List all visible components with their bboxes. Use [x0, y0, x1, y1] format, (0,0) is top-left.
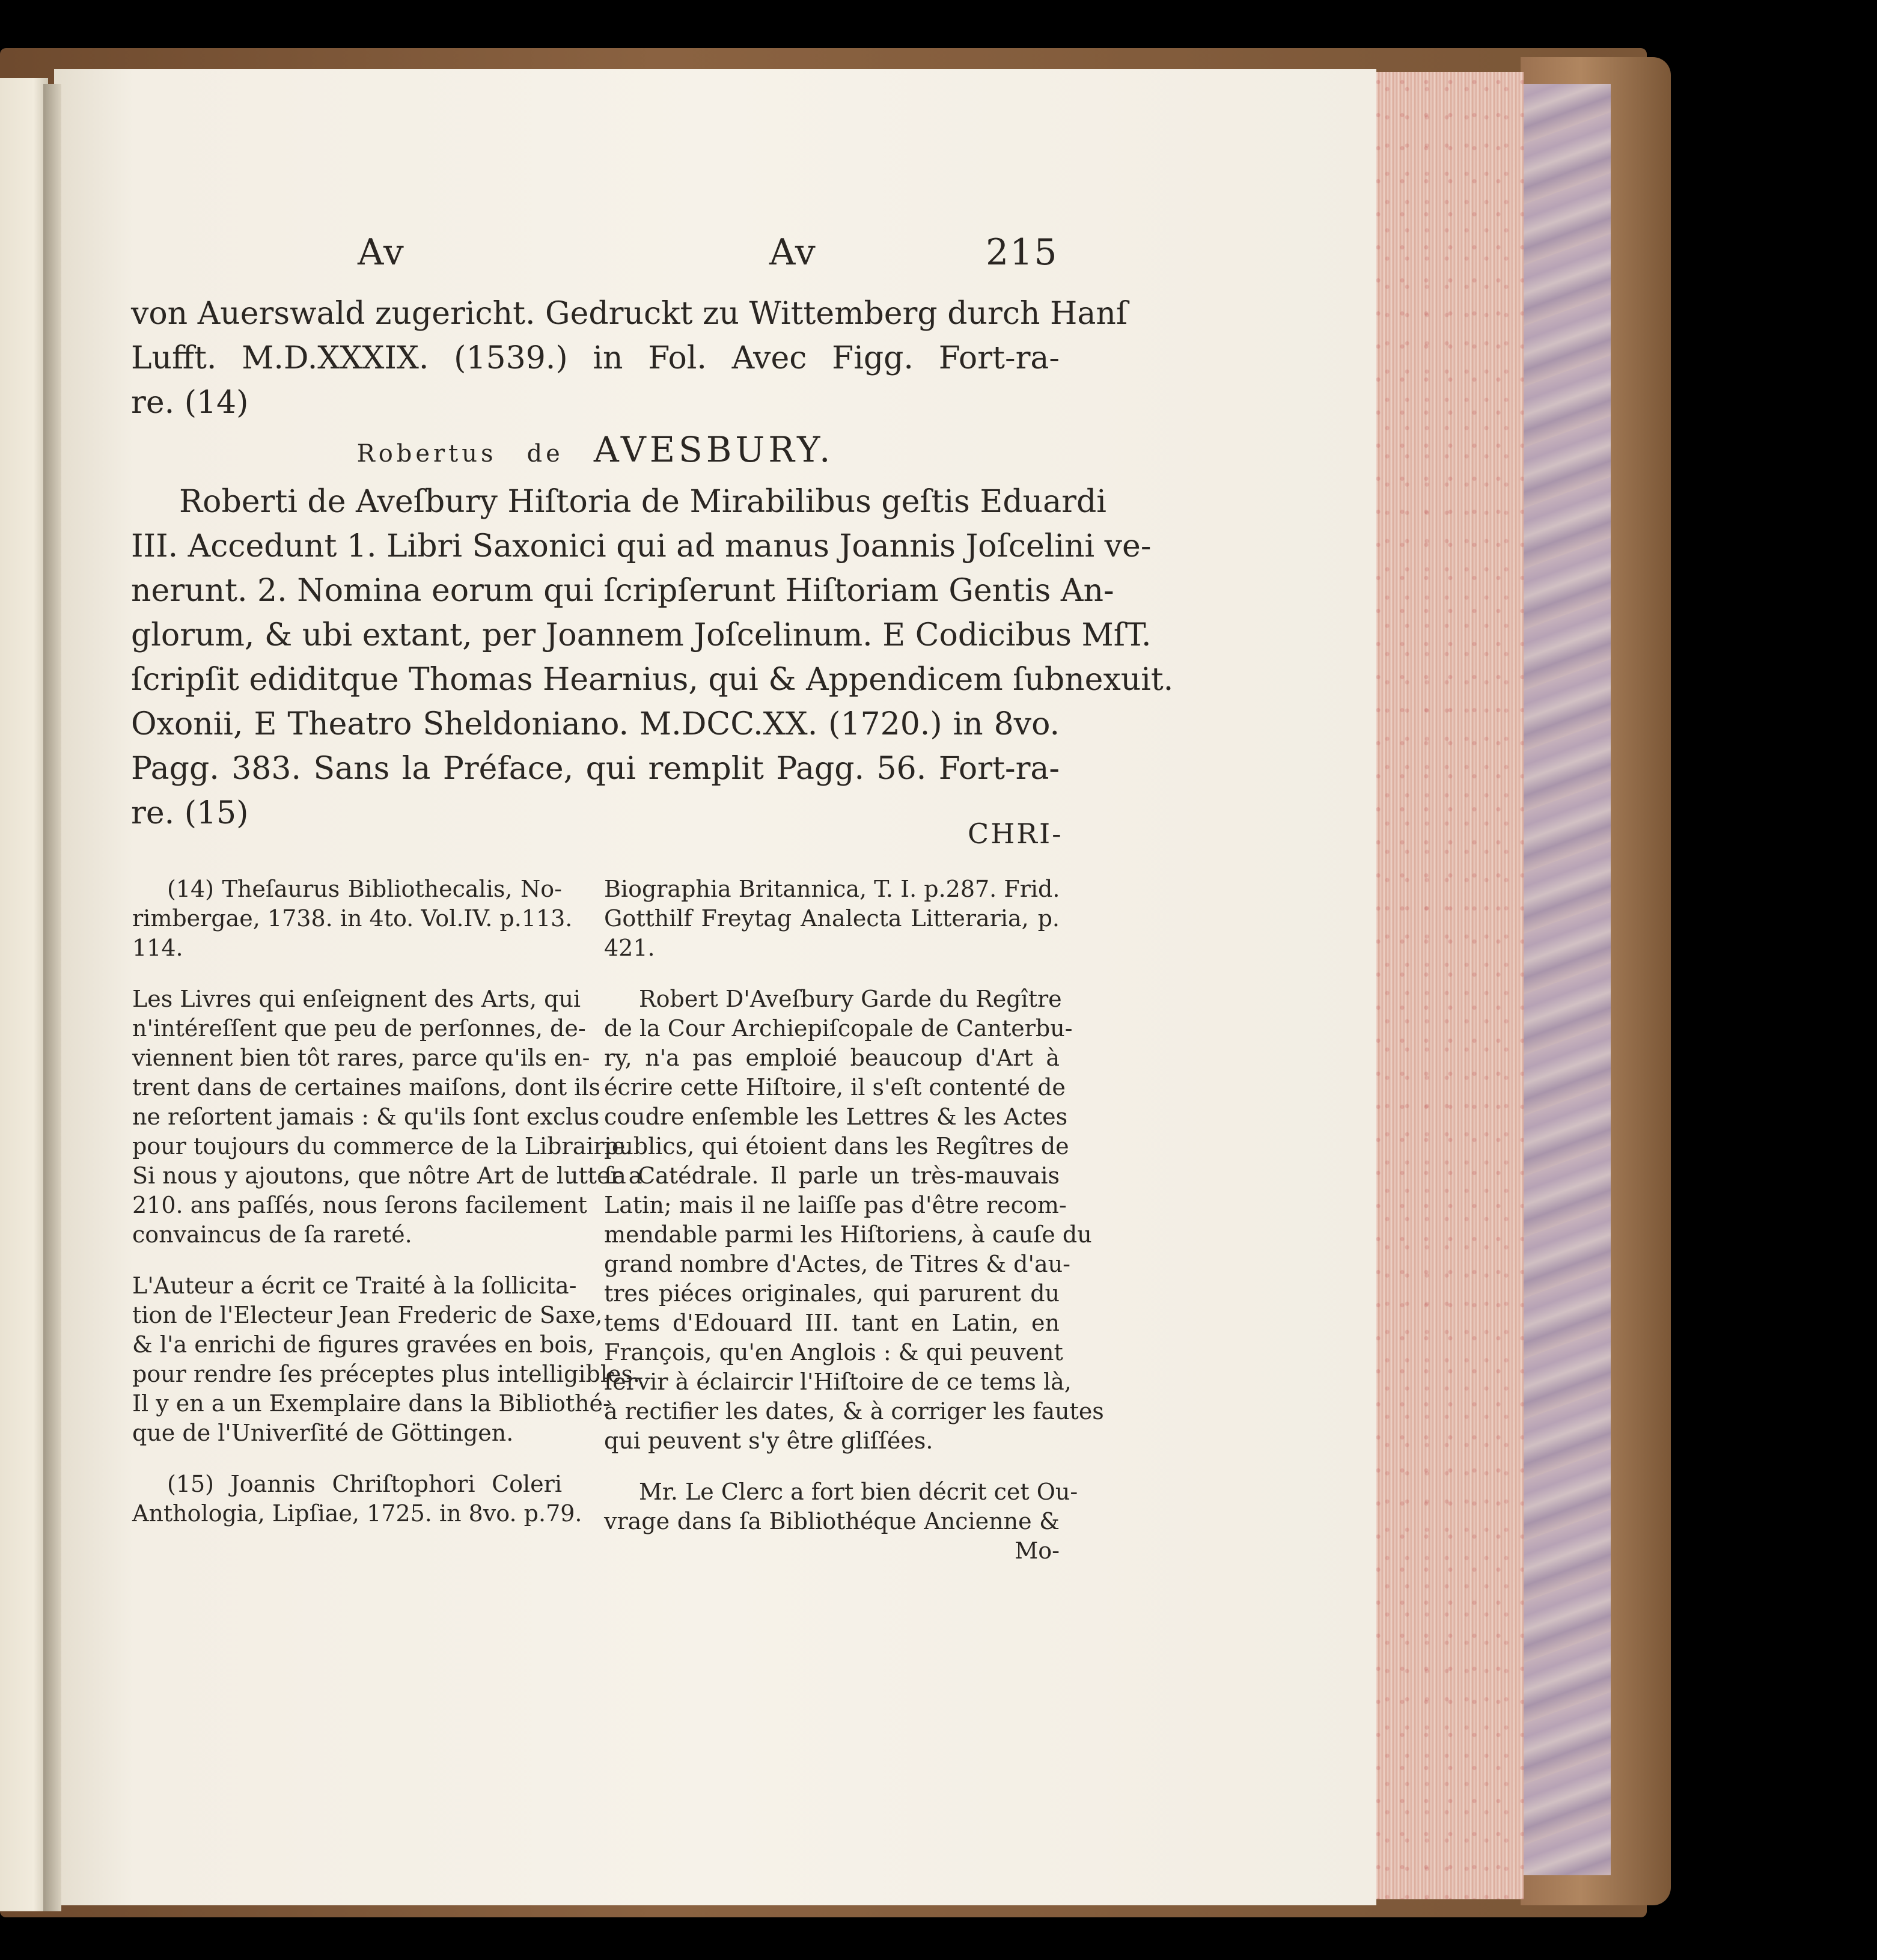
note-line: Si nous y ajoutons, que nôtre Art de lutter a — [132, 1162, 642, 1189]
heading-particle: de — [526, 440, 564, 468]
note-line: qui peuvent s'y être gliſſées. — [604, 1427, 933, 1454]
note-line: n'intéreſſent que peu de perſonnes, de- — [132, 1015, 586, 1042]
running-head-left: Av — [358, 231, 405, 273]
note-line: 421. — [604, 935, 655, 961]
note-line: tres piéces originales, qui parurent du — [604, 1280, 1060, 1307]
note-continuation — [604, 875, 1060, 963]
note-line: ſa Catédrale. Il parle un très-mauvais — [604, 1162, 1060, 1189]
note-line: rimbergae, 1738. in 4to. Vol.IV. p.113. — [132, 905, 573, 932]
marbled-endpaper — [1521, 84, 1611, 1875]
footnotes-right-column — [604, 875, 1104, 1587]
note-line: grand nombre d'Actes, de Titres & d'au- — [604, 1251, 1070, 1277]
note-paragraph — [604, 1477, 1078, 1566]
note-paragraph — [132, 985, 642, 1250]
note-line: L'Auteur a écrit ce Traité à la ſollicita- — [132, 1272, 577, 1299]
running-head-center: Av — [769, 231, 817, 273]
footnote-14 — [132, 875, 573, 963]
text-line: III. Accedunt 1. Libri Saxonici qui ad manus Joannis Joſcelini ve- — [131, 528, 1152, 564]
note-line: Anthologia, Lipſiae, 1725. in 8vo. p.79. — [132, 1500, 582, 1527]
page-number: 215 — [986, 231, 1058, 273]
note-line: Gotthilf Freytag Analecta Litteraria, p. — [604, 905, 1060, 932]
note-line: convaincus de ſa rareté. — [132, 1221, 412, 1248]
note-line: Il y en a un Exemplaire dans la Bibliothé- — [132, 1390, 611, 1417]
book-page — [54, 69, 1376, 1905]
note-line: 114. — [132, 935, 183, 961]
note-line: Mr. Le Clerc a fort bien décrit cet Ou- — [639, 1479, 1078, 1505]
catchword: CHRI- — [968, 817, 1063, 850]
text-line: nerunt. 2. Nomina eorum qui ſcripſerunt Hiſtoriam Gentis An- — [131, 573, 1114, 609]
note-line: Latin; mais il ne laiſſe pas d'être recom- — [604, 1192, 1067, 1218]
note-paragraph — [132, 1271, 641, 1448]
note-line: trent dans de certaines maiſons, dont ils — [132, 1074, 600, 1101]
note-paragraph — [604, 985, 1104, 1456]
text-line: re. (14) — [131, 385, 249, 421]
note-line: de la Cour Archiepiſcopale de Canterbu- — [604, 1015, 1073, 1042]
note-line: (15) Joannis Chriſtophori Coleri — [167, 1471, 562, 1497]
note-line: ry, n'a pas emploié beaucoup d'Art à — [604, 1045, 1060, 1071]
note-line: mendable parmi les Hiſtoriens, à cauſe du — [604, 1221, 1092, 1248]
note-line: publics, qui étoient dans les Regîtres de — [604, 1133, 1069, 1159]
note-line: tion de l'Electeur Jean Frederic de Saxe, — [132, 1302, 603, 1328]
text-line: Oxonii, E Theatro Sheldoniano. M.DCC.XX. (1720.) in 8vo. — [131, 706, 1060, 742]
text-line: glorum, & ubi extant, per Joannem Joſcelinum. E Codicibus MſT. — [131, 617, 1152, 653]
note-line: François, qu'en Anglois : & qui peuvent — [604, 1339, 1063, 1366]
book-gutter — [43, 84, 61, 1911]
text-line: Lufft. M.D.XXXIX. (1539.) in Fol. Avec Figg. Fort-ra- — [131, 340, 1060, 376]
heading-surname: AVESBURY. — [593, 429, 834, 470]
note-line: vrage dans ſa Bibliothéque Ancienne & — [604, 1508, 1060, 1534]
text-line: Pagg. 383. Sans la Préface, qui remplit Pagg. 56. Fort-ra- — [131, 751, 1060, 787]
note-line: tems d'Edouard III. tant en Latin, en — [604, 1310, 1060, 1336]
entry-heading — [131, 427, 1060, 476]
facing-page-sliver — [0, 78, 48, 1911]
note-line: viennent bien tôt rares, parce qu'ils en- — [132, 1045, 590, 1071]
note-line: Robert D'Aveſbury Garde du Regître — [639, 986, 1062, 1012]
note-line: Mo- — [1015, 1537, 1060, 1564]
note-line: Les Livres qui enſeignent des Arts, qui — [132, 986, 581, 1012]
sprinkled-page-edges — [1373, 72, 1524, 1899]
main-entry-text — [131, 292, 1174, 835]
note-line: ſervir à éclaircir l'Hiſtoire de ce tems là, — [604, 1369, 1072, 1395]
note-line: & l'a enrichi de figures gravées en bois, — [132, 1331, 594, 1358]
text-line: Roberti de Aveſbury Hiſtoria de Mirabilibus geſtis Eduardi — [179, 484, 1106, 520]
footnote-15 — [132, 1470, 582, 1528]
note-line: écrire cette Hiſtoire, il s'eſt contenté de — [604, 1074, 1066, 1101]
note-line: pour rendre ſes préceptes plus intelligibles. — [132, 1361, 641, 1387]
note-line: (14) Theſaurus Bibliothecalis, No- — [167, 876, 562, 902]
note-line: à rectifier les dates, & à corriger les fautes — [604, 1398, 1104, 1424]
text-line: ſcripſit ediditque Thomas Hearnius, qui & Appendicem ſubnexuit. — [131, 662, 1174, 698]
note-line: Biographia Britannica, T. I. p.287. Frid. — [604, 876, 1060, 902]
heading-forename: Robertus — [356, 440, 497, 468]
note-line: 210. ans paſſés, nous ſerons facilement — [132, 1192, 587, 1218]
text-line: re. (15) — [131, 795, 249, 831]
note-line: coudre enſemble les Lettres & les Actes — [604, 1104, 1068, 1130]
text-line: von Auerswald zugericht. Gedruckt zu Wittemberg durch Hanſ — [131, 296, 1128, 332]
note-line: ne reſortent jamais : & qu'ils ſont exclus — [132, 1104, 600, 1130]
note-line: que de l'Univerſité de Göttingen. — [132, 1420, 514, 1446]
note-line: pour toujours du commerce de la Librairie. — [132, 1133, 633, 1159]
